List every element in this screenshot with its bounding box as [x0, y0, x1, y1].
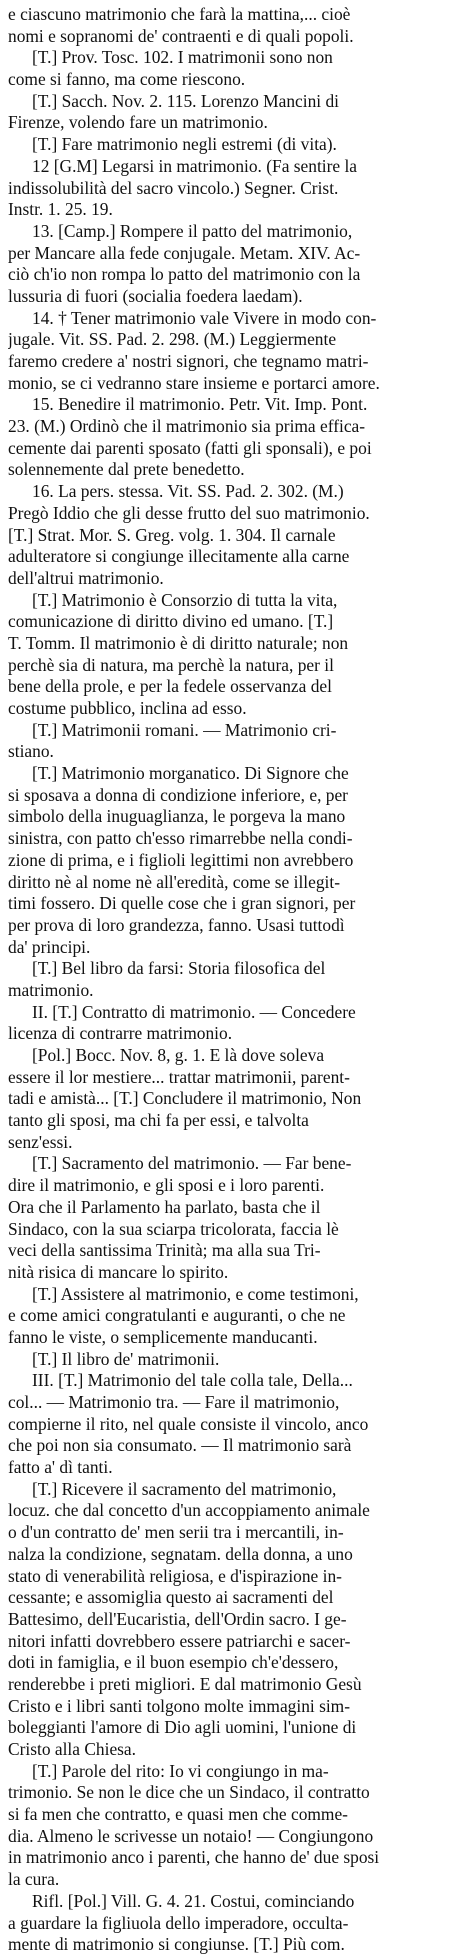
text-line: mente di matrimonio si congiunse. [T.] Più com. [8, 1934, 345, 1955]
text-line: bene della prole, e per la fedele osservanza del [8, 676, 332, 697]
text-line: nità risica di mancare lo spirito. [8, 1261, 229, 1282]
text-line: si fa men che contratto, e quasi men che comme- [8, 1804, 348, 1825]
text-line: per prova di loro grandezza, fanno. Usasi tuttodì [8, 914, 345, 935]
text-line: Instr. 1. 25. 19. [8, 199, 113, 220]
text-line: Cristo e i libri santi tolgono molte immagini sim- [8, 1695, 350, 1716]
text-line: 14. † Tener matrimonio vale Vivere in modo con- [32, 307, 377, 328]
text-line: la cura. [8, 1869, 60, 1890]
text-line: monio, se ci vedranno stare insieme e portarci amore. [8, 372, 380, 393]
text-line: tanto gli sposi, ma chi fa per essi, e talvolta [8, 1110, 309, 1131]
text-line: 13. [Camp.] Rompere il patto del matrimonio, [32, 220, 353, 241]
text-line: stiano. [8, 741, 54, 762]
text-line: col... — Matrimonio tra. — Fare il matrimonio, [8, 1392, 340, 1412]
text-line: fatto a' dì tanti. [8, 1457, 113, 1478]
text-line: timi fossero. Di quelle cose che i gran signori, per [8, 893, 356, 914]
text-line: solennemente dal prete benedetto. [8, 459, 245, 480]
text-line: dia. Almeno le scrivesse un notaio! — Congiungono [8, 1825, 374, 1846]
text-line: [T.] Matrimonio morganatico. Di Signore che [32, 763, 349, 784]
text-line: [T.] Strat. Mor. S. Greg. volg. 1. 304. Il carnale [8, 524, 336, 545]
text-line: cessante; e assomiglia questo ai sacramenti del [8, 1587, 334, 1608]
text-line: Firenze, volendo fare un matrimonio. [8, 112, 268, 133]
text-line: lussuria di fuori (socialia foedera laedam). [8, 285, 303, 306]
text-line: dell'altrui matrimonio. [8, 567, 164, 588]
text-line: [T.] Sacch. Nov. 2. 115. Lorenzo Mancini di [32, 90, 339, 111]
text-line: si sposava a donna di condizione inferiore, e, per [8, 784, 348, 805]
text-line: simbolo della inuguaglianza, le porgeva la mano [8, 806, 346, 827]
text-line: comunicazione di diritto divino ed umano. [T.] [8, 611, 334, 632]
text-line: 12 [G.M] Legarsi in matrimonio. (Fa sentire la [32, 155, 358, 176]
text-line: adulteratore si congiunge illecitamente alla carne [8, 546, 350, 567]
text-line: fanno le viste, o semplicemente manducanti. [8, 1326, 318, 1347]
text-line: Pregò Iddio che gli desse frutto del suo matrimonio. [8, 502, 370, 523]
text-line: III. [T.] Matrimonio del tale colla tale, Della... [32, 1370, 353, 1391]
text-line: e come amici congratulanti e auguranti, o che ne [8, 1305, 346, 1326]
text-line: Battesimo, dell'Eucaristia, dell'Ordin sacro. I ge- [8, 1608, 347, 1629]
text-line: [T.] Parole del rito: Io vi congiungo in ma- [32, 1760, 329, 1781]
text-line: Cristo alla Chiesa. [8, 1739, 136, 1759]
text-line: nalza la condizione, segnatam. della donna, a uno [8, 1543, 353, 1564]
text-line: trimonio. Se non le dice che un Sindaco, il contratto [8, 1782, 370, 1803]
text-line: T. Tomm. Il matrimonio è di diritto naturale; non [8, 632, 349, 653]
text-line: stato di venerabilità religiosa, e d'ispirazione in- [8, 1565, 342, 1586]
text-line: Sindaco, con la sua sciarpa tricolorata, faccia lè [8, 1218, 339, 1239]
text-line: e ciascuno matrimonio che farà la mattina,... cioè [8, 4, 351, 24]
text-line: come si fanno, ma come riescono. [8, 69, 246, 90]
text-line: locuz. che dal concetto d'un accoppiamento animale [8, 1500, 370, 1521]
text-line: dire il matrimonio, e gli sposi e i loro parenti. [8, 1175, 325, 1196]
text-line: [T.] Prov. Tosc. 102. I matrimonii sono non [32, 47, 333, 68]
text-line: [T.] Fare matrimonio negli estremi (di vita). [32, 134, 337, 155]
text-line: [T.] Bel libro da farsi: Storia filosofica del [32, 958, 326, 979]
text-line: zione di prima, e i figlioli legittimi non avrebbero [8, 849, 354, 870]
text-line: che poi non sia consumato. — Il matrimonio sarà [8, 1435, 352, 1456]
text-line: [T.] Matrimonio è Consorzio di tutta la vita, [32, 589, 338, 610]
text-line: jugale. Vit. SS. Pad. 2. 298. (M.) Leggiermente [8, 329, 337, 350]
text-line: o d'un contratto de' men serii tra i mercantili, in- [8, 1522, 344, 1543]
text-line: [Pol.] Bocc. Nov. 8, g. 1. E là dove soleva [32, 1045, 325, 1065]
text-line: II. [T.] Contratto di matrimonio. — Concedere [32, 1001, 356, 1022]
text-line: veci della santissima Trinità; ma alla sua Tri- [8, 1240, 321, 1261]
text-line: [T.] Sacramento del matrimonio. — Far bene- [32, 1153, 352, 1174]
text-line: per Mancare alla fede conjugale. Metam. XIV. Ac- [8, 242, 361, 263]
text-line: renderebbe i preti migliori. E dal matrimonio Gesù [8, 1673, 362, 1694]
text-line: doti in famiglia, e il buon esempio ch'e'dessero, [8, 1652, 339, 1673]
text-line: essere il lor mestiere... trattar matrimonii, parent- [8, 1066, 350, 1087]
text-line: 16. La pers. stessa. Vit. SS. Pad. 2. 302. (M.) [32, 481, 344, 502]
text-line: diritto nè al nome nè all'eredità, come se illegit- [8, 871, 340, 892]
text-line: ciò ch'io non rompa lo patto del matrimonio con la [8, 264, 361, 285]
text-line: [T.] Ricevere il sacramento del matrimonio, [32, 1478, 337, 1499]
text-line: 23. (M.) Ordinò che il matrimonio sia prima effica- [8, 416, 366, 437]
text-line: in matrimonio anco i parenti, che hanno de' due sposi [8, 1847, 380, 1868]
text-line: sinistra, con patto ch'esso rimarrebbe nella condi- [8, 828, 353, 849]
text-line: nomi e sopranomi de' contraenti e di quali popoli. [8, 25, 354, 46]
text-line: boleggianti l'amore di Dio agli uomini, l'unione di [8, 1717, 357, 1738]
text-line: compierne il rito, nel quale consiste il vincolo, anco [8, 1413, 369, 1434]
text-line: cemente dai parenti sposato (fatti gli sponsali), e poi [8, 437, 372, 458]
text-line: Rifl. [Pol.] Vill. G. 4. 21. Costui, cominciando [32, 1890, 355, 1911]
text-line: indissolubilità del sacro vincolo.) Segner. Crist. [8, 177, 339, 198]
text-line: costume pubblico, inclina ad esso. [8, 698, 247, 718]
text-line: Ora che il Parlamento ha parlato, basta che il [8, 1196, 321, 1217]
text-line: matrimonio. [8, 979, 94, 1000]
text-line: 15. Benedire il matrimonio. Petr. Vit. Imp. Pont. [32, 394, 368, 415]
text-line: da' principi. [8, 936, 91, 957]
text-line: [T.] Matrimonii romani. — Matrimonio cri- [32, 719, 337, 740]
text-line: perchè sia di natura, ma perchè la natura, per il [8, 654, 334, 675]
text-line: nitori infatti dovrebbero essere patriarchi e sacer- [8, 1630, 351, 1651]
text-line: [T.] Il libro de' matrimonii. [32, 1348, 220, 1369]
text-line: tadi e amistà... [T.] Concludere il matrimonio, Non [8, 1088, 362, 1109]
text-line: senz'essi. [8, 1131, 73, 1152]
text-line: faremo credere a' nostri signori, che tegnamo matri- [8, 351, 369, 371]
text-line: a guardare la figliuola dello imperadore, occulta- [8, 1912, 349, 1933]
text-line: [T.] Assistere al matrimonio, e come testimoni, [32, 1283, 359, 1304]
text-line: licenza di contrarre matrimonio. [8, 1023, 233, 1044]
